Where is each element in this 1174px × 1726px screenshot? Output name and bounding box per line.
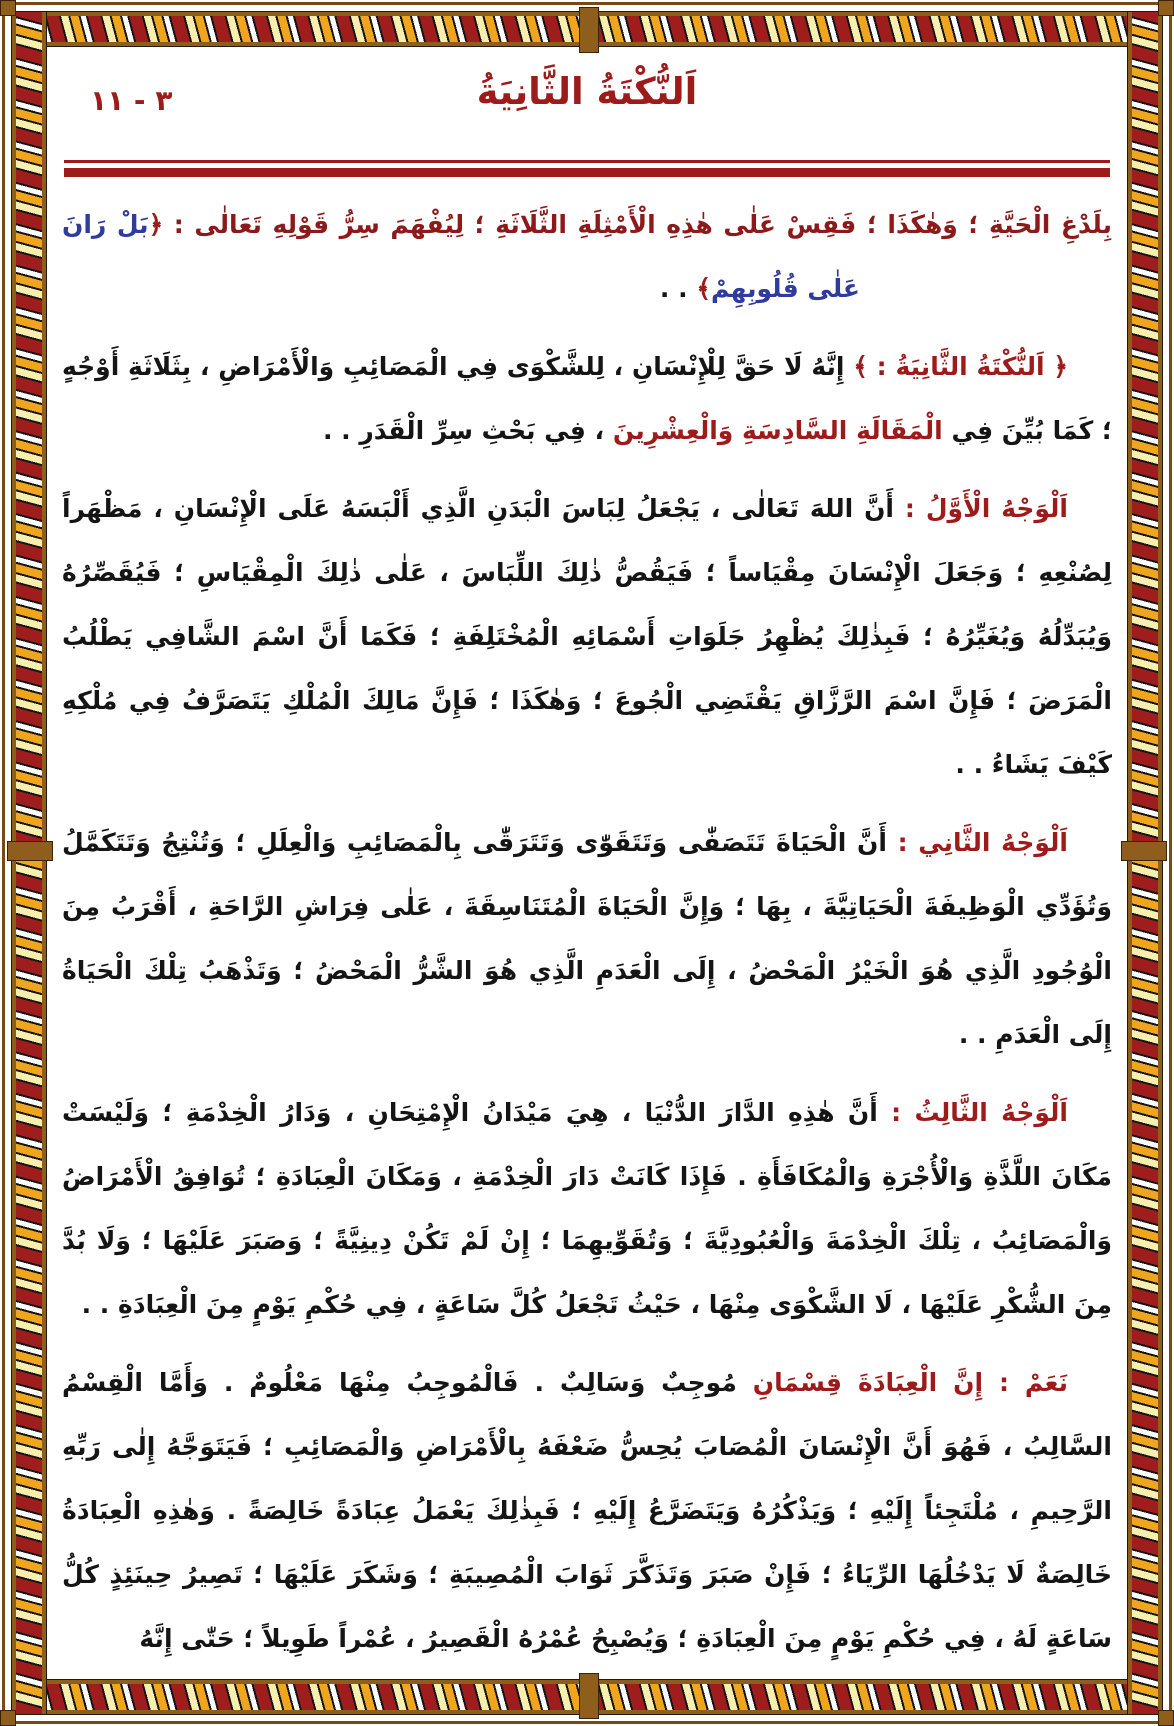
page-content <box>62 58 1112 1674</box>
frame-center-ornament-right <box>1121 841 1167 861</box>
body-text <box>62 193 1112 1671</box>
second-point-reference: الْمَقَالَةِ السَّادِسَةِ وَالْعِشْرِينَ <box>612 416 943 445</box>
quote-open-ornate-bracket: ﴿ <box>148 210 164 239</box>
frame-band-right <box>1128 12 1162 1714</box>
title-divider <box>64 160 1110 177</box>
first-aspect-body: أَنَّ اللهَ تَعَالٰى ، يَجْعَلُ لِبَاسَ الْبَدَنِ الَّذِي أَلْبَسَهُ عَلَى الْإِنْسَانِ ، مَظْهَراً لِصُنْعِهِ ؛ وَجَعَلَ الْإِنْسَانَ مِقْيَاساً ؛ فَيَقُصُّ ذٰلِكَ اللِّبَاسَ ، عَلٰى ذٰلِكَ الْمِقْيَاسِ ؛ فَيُقَصِّرُهُ وَيُبَدِّلُهُ وَيُغَيِّرُهُ ؛ فَبِذٰلِكَ يُظْهِرُ جَلَوَاتِ أَسْمَائِهِ الْمُخْتَلِفَةِ ؛ فَكَمَا أَنَّ اسْمَ الشَّافِي يَطْلُبُ الْمَرَضَ ؛ فَإِنَّ اسْمَ الرَّزَّاقِ يَقْتَضِي الْجُوعَ ؛ وَهٰكَذَا ؛ فَإِنَّ مَالِكَ الْمُلْكِ يَتَصَرَّفُ فِي مُلْكِهِ كَيْفَ يَشَاءُ . . <box>62 494 1112 779</box>
paragraph-first-aspect <box>62 477 1112 797</box>
frame-band-left <box>12 12 46 1714</box>
second-aspect-body: أَنَّ الْحَيَاةَ تَتَصَفّٰى وَتَتَقَوّٰى وَتَتَرَقّٰى بِالْمَصَائِبِ وَالْعِلَلِ ؛ وَتُنْتِجُ وَتَتَكَمَّلُ وَتُؤَدِّي الْوَظِيفَةَ الْحَيَاتِيَّةَ ، بِهَا ؛ وَإِنَّ الْحَيَاةَ الْمُتَنَاسِقَةَ ، عَلٰى فِرَاشِ الرَّاحَةِ ، أَقْرَبُ مِنَ الْوُجُودِ الَّذِي هُوَ الْخَيْرُ الْمَحْضُ ، إِلَى الْعَدَمِ الَّذِي هُوَ الشَّرُّ الْمَحْضُ ؛ وَتَذْهَبُ تِلْكَ الْحَيَاةُ إِلَى الْعَدَمِ . . <box>62 828 1112 1049</box>
frame-center-ornament-left <box>7 841 53 861</box>
worship-two-kinds-heading: نَعَمْ : إِنَّ الْعِبَادَةَ قِسْمَانِ <box>752 1368 1068 1397</box>
frame-corner-top-left <box>0 0 16 16</box>
paragraph-continuation <box>62 193 1112 321</box>
frame-center-ornament-top <box>579 7 599 53</box>
paragraph-second-aspect <box>62 811 1112 1067</box>
frame-center-ornament-bottom <box>579 1673 599 1719</box>
first-aspect-heading: اَلْوَجْهُ الْأَوَّلُ : <box>894 494 1068 523</box>
frame-corner-bottom-right <box>1158 1710 1174 1726</box>
quran-quote-part-2: عَلٰى قُلُوبِهِمْ <box>710 274 860 303</box>
divider-thick-line <box>64 168 1110 177</box>
second-point-body-before-ref: إِنَّهُ لَا حَقَّ لِلْإِنْسَانِ ، لِلشَّكْوَى فِي الْمَصَائِبِ وَالْأَمْرَاضِ ، بِثَلَاثَةِ أَوْجُهٍ ؛ كَمَا بُيِّنَ فِي <box>62 352 1112 445</box>
page-title: اَلنُّكْتَةُ الثَّانِيَةُ <box>476 70 698 113</box>
page-header <box>62 58 1112 154</box>
paragraph-third-aspect <box>62 1081 1112 1337</box>
continuation-line-2 <box>62 257 1112 321</box>
page-number: ٣ - ١١ <box>90 84 173 117</box>
frame-corner-bottom-left <box>0 1710 16 1726</box>
quote-close-ornate-bracket: ﴾ <box>696 274 711 303</box>
third-aspect-body: أَنَّ هٰذِهِ الدَّارَ الدُّنْيَا ، هِيَ مَيْدَانُ الْإِمْتِحَانِ ، وَدَارُ الْخِدْمَةِ ؛ وَلَيْسَتْ مَكَانَ اللَّذَّةِ وَالْأُجْرَةِ وَالْمُكَافَأَةِ . فَإِذَا كَانَتْ دَارَ الْخِدْمَةِ ، وَمَكَانَ الْعِبَادَةِ ؛ تُوَافِقُ الْأَمْرَاضُ وَالْمَصَائِبُ ، تِلْكَ الْخِدْمَةَ وَالْعُبُودِيَّةَ ؛ وَتُقَوِّيهِمَا ؛ إِنْ لَمْ تَكُنْ دِينِيَّةً ؛ وَصَبَرَ عَلَيْهَا ؛ وَلَا بُدَّ مِنَ الشُّكْرِ عَلَيْهَا ، لَا الشَّكْوَى مِنْهَا ، حَيْثُ تَجْعَلُ كُلَّ سَاعَةٍ ، فِي حُكْمِ يَوْمٍ مِنَ الْعِبَادَةِ . . <box>62 1098 1112 1319</box>
second-aspect-heading: اَلْوَجْهُ الثَّانِي : <box>886 828 1068 857</box>
continuation-line-1 <box>62 193 1112 257</box>
continuation-tail-dots: . . <box>659 274 697 303</box>
second-point-bracketed-heading: ﴿ اَلنُّكْتَةُ الثَّانِيَةُ : ﴾ <box>853 352 1069 381</box>
paragraph-worship-two-kinds <box>62 1351 1112 1671</box>
worship-two-kinds-body: مُوجِبٌ وَسَالِبٌ . فَالْمُوجِبُ مِنْهَا مَعْلُومٌ . وَأَمَّا الْقِسْمُ السَّالِبُ ، فَهُوَ أَنَّ الْإِنْسَانَ الْمُصَابَ يُحِسُّ ضَعْفَهُ بِالْأَمْرَاضِ وَالْمَصَائِبِ ؛ فَيَتَوَجَّهُ إِلٰى رَبِّهِ الرَّحِيمِ ، مُلْتَجِئاً إِلَيْهِ ؛ وَيَذْكُرُهُ وَيَتَضَرَّعُ إِلَيْهِ ؛ فَبِذٰلِكَ يَعْمَلُ عِبَادَةً خَالِصَةً . وَهٰذِهِ الْعِبَادَةُ خَالِصَةٌ لَا يَدْخُلُهَا الرِّيَاءُ ؛ فَإِنْ صَبَرَ وَتَذَكَّرَ ثَوَابَ الْمُصِيبَةِ ؛ وَشَكَرَ عَلَيْهَا ؛ تَصِيرُ حِينَئِذٍ كُلُّ سَاعَةٍ لَهُ ، فِي حُكْمِ يَوْمٍ مِنَ الْعِبَادَةِ ؛ وَيُصْبِحُ عُمْرُهُ الْقَصِيرُ ، عُمْراً طَوِيلاً ؛ حَتّٰى إِنَّهُ <box>62 1368 1112 1653</box>
third-aspect-heading: اَلْوَجْهُ الثَّالِثُ : <box>877 1098 1068 1127</box>
continuation-lead-text: بِلَدْغِ الْحَيَّةِ ؛ وَهٰكَذَا ؛ فَقِسْ عَلٰى هٰذِهِ الْأَمْثِلَةِ الثَّلَاثَةِ ؛ لِيُفْهَمَ سِرُّ قَوْلِهِ تَعَالٰى : <box>163 210 1112 239</box>
frame-corner-top-right <box>1158 0 1174 16</box>
paragraph-second-point <box>62 335 1112 463</box>
quran-quote-part-1: بَلْ رَانَ <box>62 210 149 239</box>
second-point-body-after-ref: ، فِي بَحْثِ سِرِّ الْقَدَرِ . . <box>322 416 613 445</box>
